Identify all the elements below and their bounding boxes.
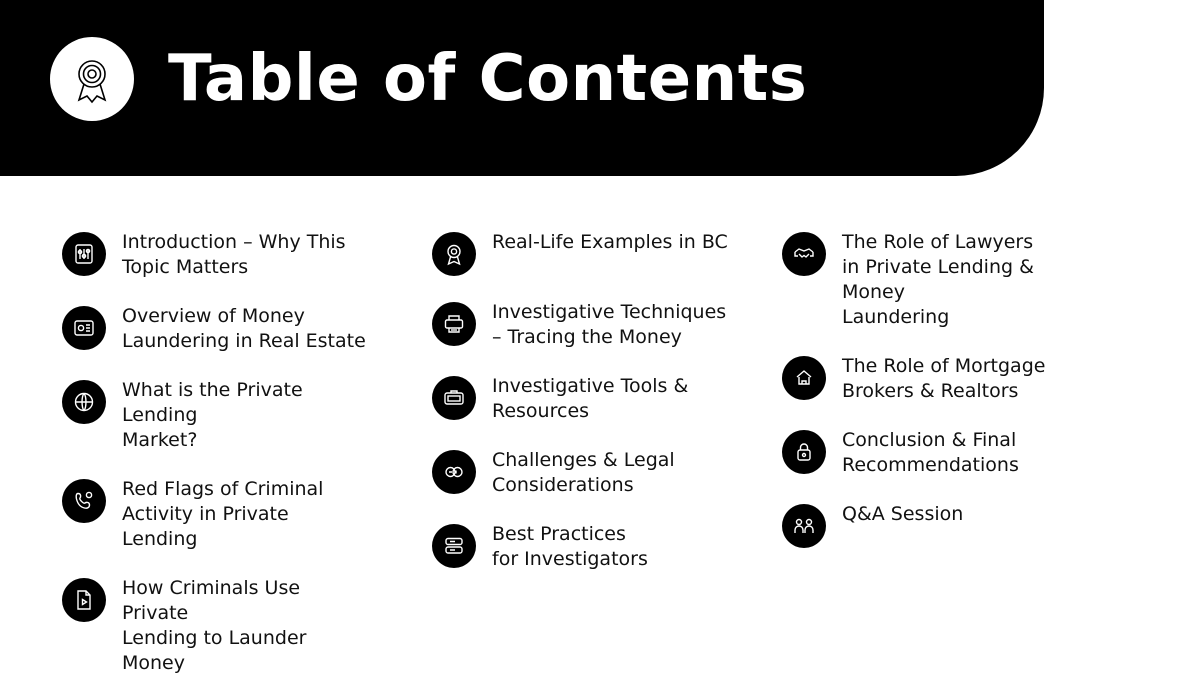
alert-phone-icon	[62, 479, 106, 523]
list-item[interactable]	[432, 230, 740, 276]
header-banner	[0, 0, 1044, 176]
list-item-label	[122, 477, 370, 552]
printer-search-icon	[432, 302, 476, 346]
list-item[interactable]	[782, 428, 1140, 478]
column-3	[740, 230, 1140, 700]
list-item-label	[842, 502, 963, 527]
list-item-label	[842, 428, 1019, 478]
list-item[interactable]	[62, 576, 370, 676]
list-item[interactable]	[782, 230, 1140, 330]
list-item[interactable]	[432, 448, 740, 498]
label-line: Brokers & Realtors	[842, 380, 1019, 402]
label-line: Considerations	[492, 474, 634, 496]
list-item-label	[492, 374, 688, 424]
label-line: The Role of Mortgage	[842, 355, 1046, 377]
list-item[interactable]	[782, 354, 1140, 404]
label-line: Introduction – Why This	[122, 231, 346, 253]
list-item[interactable]	[432, 522, 740, 572]
list-item[interactable]	[62, 378, 370, 453]
list-item[interactable]	[432, 300, 740, 350]
label-line: Q&A Session	[842, 503, 964, 525]
award-ribbon-icon	[50, 37, 134, 121]
padlock-icon	[782, 430, 826, 474]
label-line: Market?	[122, 429, 198, 451]
list-item-label	[122, 230, 346, 280]
list-item-label	[492, 448, 675, 498]
list-item[interactable]	[62, 230, 370, 280]
label-line: Laundering in Real Estate	[122, 330, 366, 352]
label-line: Overview of Money	[122, 305, 305, 327]
people-discussion-icon	[782, 504, 826, 548]
list-item-label	[842, 354, 1045, 404]
list-item-label	[492, 522, 648, 572]
globe-money-icon	[62, 380, 106, 424]
sliders-icon	[62, 232, 106, 276]
label-line: Lending to Launder Money	[122, 627, 307, 674]
label-line: Investigative Techniques	[492, 301, 727, 323]
label-line: Resources	[492, 400, 590, 422]
label-line: Real-Life Examples in BC	[492, 231, 728, 253]
list-item[interactable]	[62, 477, 370, 552]
list-item-label	[122, 304, 366, 354]
label-line: Topic Matters	[122, 256, 249, 278]
label-line: What is the Private Lending	[122, 379, 303, 426]
handshake-icon	[782, 232, 826, 276]
label-line: Conclusion & Final	[842, 429, 1017, 451]
label-line: Recommendations	[842, 454, 1019, 476]
label-line: Activity in Private Lending	[122, 503, 289, 550]
label-line: The Role of Lawyers	[842, 231, 1034, 253]
page-title: Table of Contents	[168, 42, 808, 116]
label-line: for Investigators	[492, 548, 648, 570]
list-item-label	[122, 378, 370, 453]
toolbox-icon	[432, 376, 476, 420]
column-2	[370, 230, 740, 700]
list-item[interactable]	[62, 304, 370, 354]
list-item-label	[122, 576, 370, 676]
label-line: Best Practices	[492, 523, 626, 545]
award-badge-icon	[432, 232, 476, 276]
label-line: Investigative Tools &	[492, 375, 689, 397]
label-line: Challenges & Legal	[492, 449, 675, 471]
stacked-layers-icon	[432, 524, 476, 568]
list-item[interactable]	[432, 374, 740, 424]
label-line: in Private Lending & Money	[842, 256, 1034, 303]
list-item-label	[492, 230, 728, 255]
column-1	[0, 230, 370, 700]
scales-coin-icon	[432, 450, 476, 494]
label-line: Laundering	[842, 306, 950, 328]
list-item[interactable]	[782, 502, 1140, 548]
toc-columns	[0, 230, 1200, 700]
label-line: How Criminals Use Private	[122, 577, 301, 624]
label-line: Red Flags of Criminal	[122, 478, 324, 500]
house-hand-icon	[782, 356, 826, 400]
list-item-label	[492, 300, 726, 350]
money-laundering-icon	[62, 306, 106, 350]
list-item-label	[842, 230, 1102, 330]
label-line: – Tracing the Money	[492, 326, 682, 348]
document-play-icon	[62, 578, 106, 622]
